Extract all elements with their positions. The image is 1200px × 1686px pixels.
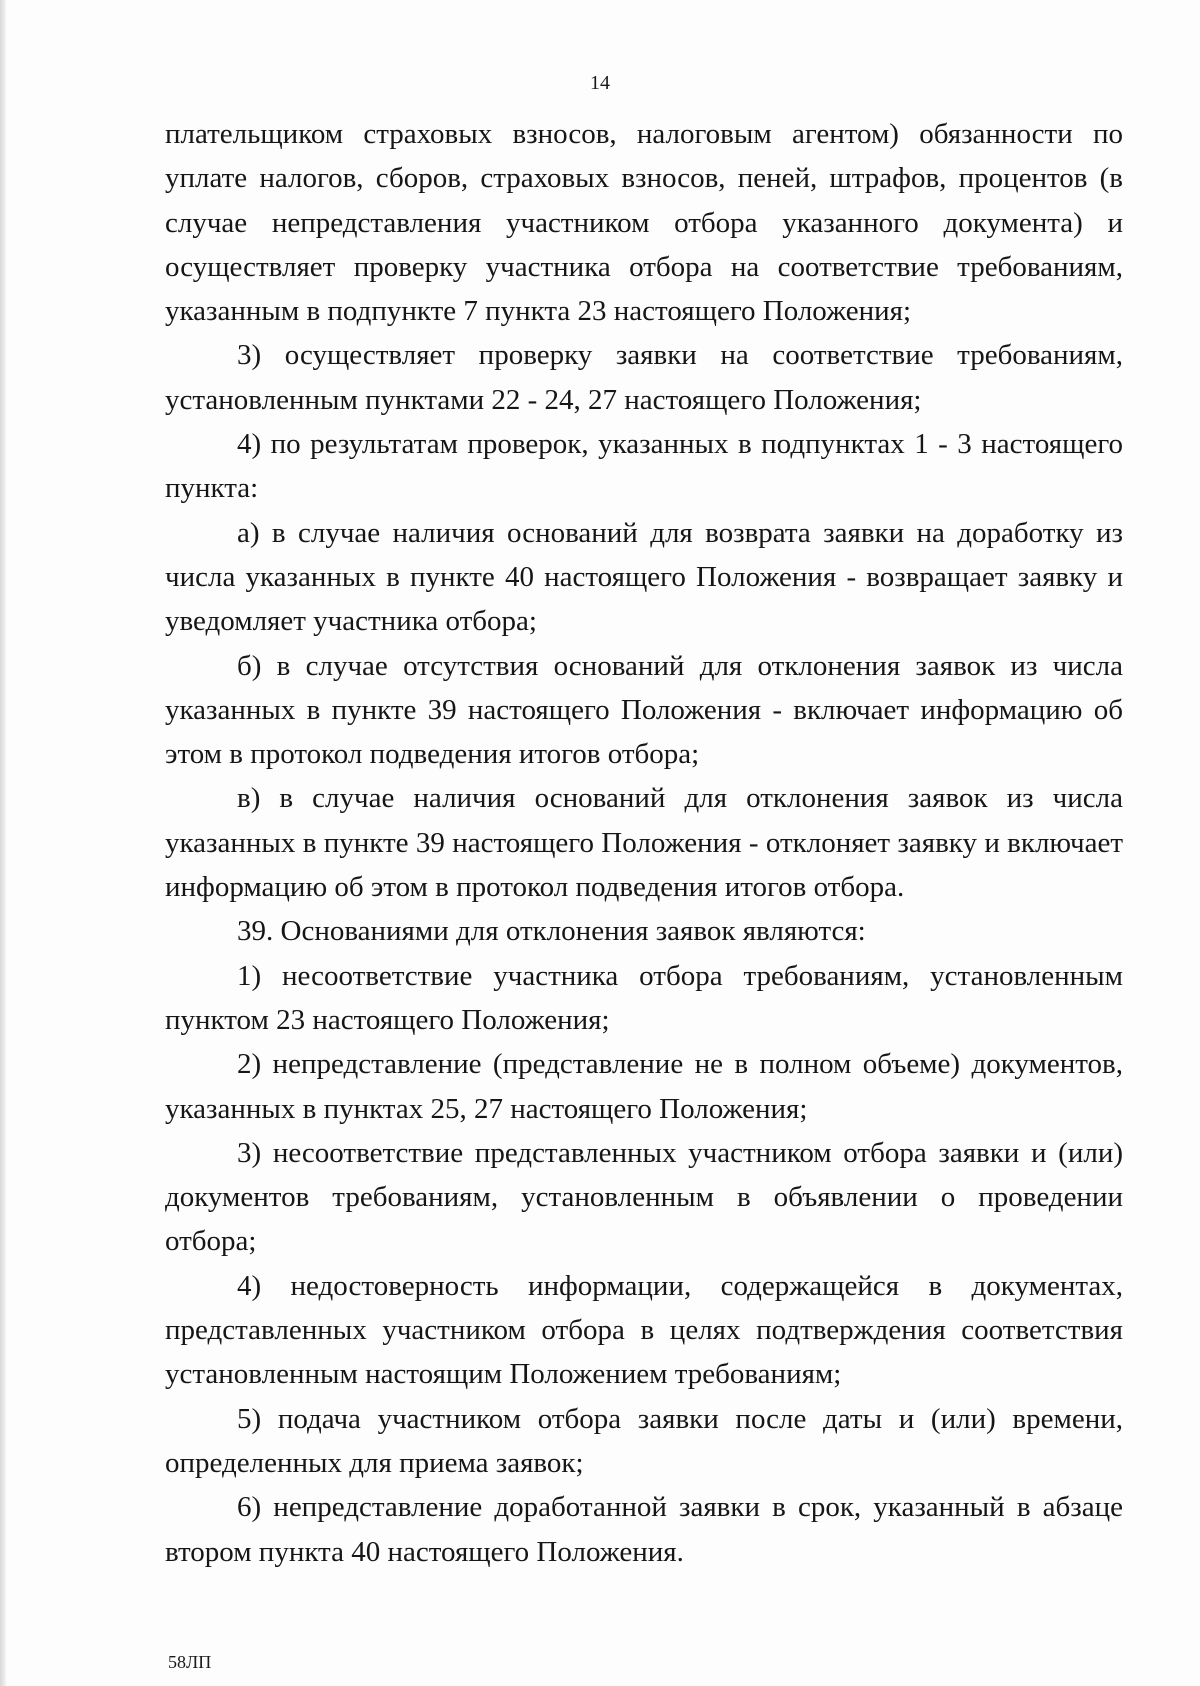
paragraph-ground-6: 6) непредставление доработанной заявки в срок, указанный в абзаце втором пункта 40 настоящего Положения. — [165, 1491, 1123, 1568]
document-body — [165, 112, 1123, 1574]
paragraph-ground-3: 3) несоответствие представленных участником отбора заявки и (или) документов требованиям, установленным в объявлении о проведении отбора; — [165, 1136, 1123, 1258]
paragraph-ground-2: 2) непредставление (представление не в полном объеме) документов, указанных в пунктах 25, 27 настоящего Положения; — [165, 1048, 1123, 1125]
paragraph-subitem-b: б) в случае отсутствия оснований для отклонения заявок из числа указанных в пункте 39 настоящего Положения - включает информацию об этом в протокол подведения итогов отбора; — [165, 649, 1123, 771]
paragraph-item-4: 4) по результатам проверок, указанных в подпунктах 1 - 3 настоящего пункта: — [165, 428, 1123, 505]
paragraph-clause-39: 39. Основаниями для отклонения заявок являются: — [237, 915, 866, 948]
paragraph-ground-4: 4) недостоверность информации, содержащейся в документах, представленных участником отбора в целях подтверждения соответствия установленным настоящим Положением требованиям; — [165, 1269, 1123, 1391]
paragraph-continuation: плательщиком страховых взносов, налоговым агентом) обязанности по уплате налогов, сборов, страховых взносов, пеней, штрафов, процентов (в случае непредставления участником отбора указанного документа) и осуществляет проверку участника отбора на соответствие требованиям, указанным в подпункте 7 пункта 23 настоящего Положения; — [165, 118, 1123, 328]
paragraph-ground-5: 5) подача участником отбора заявки после даты и (или) времени, определенных для приема заявок; — [165, 1402, 1123, 1479]
page-number: 14 — [590, 72, 610, 94]
paragraph-subitem-v: в) в случае наличия оснований для отклонения заявок из числа указанных в пункте 39 настоящего Положения - отклоняет заявку и включает информацию об этом в протокол подведения итогов отбора. — [165, 782, 1123, 904]
document-code: 58ЛП — [168, 1652, 212, 1672]
paragraph-item-3: 3) осуществляет проверку заявки на соответствие требованиям, установленным пунктами 22 - 24, 27 настоящего Положения; — [165, 339, 1123, 416]
scan-edge-shadow — [0, 0, 6, 1686]
paragraph-subitem-a: а) в случае наличия оснований для возврата заявки на доработку из числа указанных в пункте 40 настоящего Положения - возвращает заявку и уведомляет участника отбора; — [165, 516, 1123, 638]
paragraph-ground-1: 1) несоответствие участника отбора требованиям, установленным пунктом 23 настоящего Положения; — [165, 959, 1123, 1036]
